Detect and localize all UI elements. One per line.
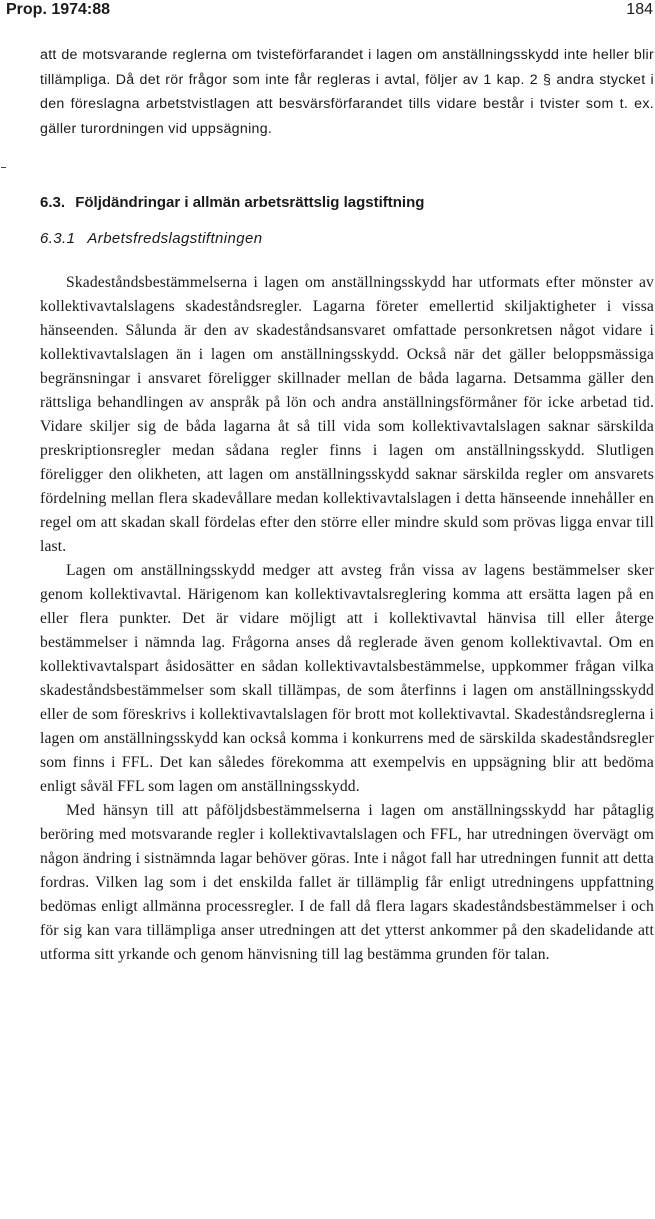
page-header bbox=[6, 0, 653, 26]
body-paragraph: Med hänsyn till att påföljdsbestämmelserna i lagen om anställningsskydd har påtaglig beröring med motsvarande regler i kollektivavtalslagen och FFL, har utredningen övervägt om någon ändring i sistnämnda lagar behöver göras. Inte i något fall har utredningen funnit att detta fordras. Vilken lag som i det enskilda fallet är tillämplig får enligt utredningens uppfattning bedömas enligt allmänna processregler. I de fall då flera lagars skadeståndsbestämmelser i och för sig kan vara tillämpliga anser utredningen att det ytterst ankommer på den skadelidande att utforma sitt yrkande och genom hänvisning till lag bestämma grunden för talan. bbox=[40, 802, 655, 963]
document-reference: Prop. 1974:88 bbox=[6, 1, 111, 18]
margin-mark bbox=[1, 167, 6, 168]
subsection-number: 6.3.1 bbox=[40, 230, 76, 247]
section-number: 6.3. bbox=[40, 194, 66, 211]
body-paragraph: Lagen om anställningsskydd medger att avsteg från vissa av lagens bestämmelser sker genom kollektivavtal. Härigenom kan kollektivavtalsreglering komma att ersätta lagen på en eller flera punkter. Det är vidare möjligt att i kollektivavtal hänvisa till eller återge bestämmelser i nämnda lag. Frågorna anses då reglerade även genom kollektivavtal. Om en kollektivavtalspart åsidosätter en sådan kollektivavtalsbestämmelse, uppkommer frågan vilka skadeståndsbestämmelser som skall tillämpas, de som återfinns i lagen om anställningsskydd eller de som föreskrivs i kollektivavtalslagen för brott mot kollektivavtal. Skadeståndsreglerna i lagen om anställningsskydd kan också komma i konkurrens med de särskilda skadeståndsregler som finns i FFL. Det kan således förekomma att exempelvis en uppsägning blir att bedöma enligt såväl FFL som lagen om anställningsskydd. bbox=[40, 562, 654, 795]
body-paragraph: Skadeståndsbestämmelserna i lagen om anställningsskydd har utformats efter mönster av kollektivavtalslagens skadeståndsregler. Lagarna företer emellertid skiljaktigheter i vissa hänseenden. Sålunda är den av skadeståndsansvaret omfattade personkretsen något vidare i kollektivavtalslagen än i lagen om anställningsskydd. Också när det gäller beloppsmässiga begränsningar i ansvaret föreligger skillnader mellan de båda lagarna. Detsamma gäller den rättsliga behandlingen av anspråk på lön och andra anställningsförmåner för icke arbetad tid. Vidare skiljer sig de båda lagarna åt så till vida som kollektivavtalslagen saknar särskilda preskriptionsregler medan sådana regler finns i lagen om anställningsskydd. Slutligen föreligger den olikheten, att lagen om anställningsskydd saknar särskilda regler om ansvarets fördelning mellan flera skadevållare medan kollektivavtalslagen i detta hänseende innehåller en regel om att skadan skall fördelas efter den större eller mindre skuld som prövas ligga envar till last. bbox=[40, 274, 654, 555]
section-title: Följdändringar i allmän arbetsrättslig lagstiftning bbox=[75, 194, 425, 211]
subsection-title: Arbetsfredslagstiftningen bbox=[87, 230, 263, 247]
section-heading bbox=[40, 191, 654, 215]
body-text bbox=[40, 271, 654, 967]
page-number: 184 bbox=[626, 1, 653, 18]
subsection-heading bbox=[40, 227, 654, 251]
intro-paragraph: att de motsvarande reglerna om tvisteförfarandet i lagen om anställningsskydd inte heller blir tillämpliga. Då det rör frågor som inte får regleras i avtal, följer av 1 kap. 2 § andra stycket i den föreslagna arbetstvistlagen att besvärsförfarandet tills vidare består i tvister som t. ex. gäller turordningen vid uppsägning. bbox=[40, 47, 654, 137]
page-body bbox=[40, 43, 654, 967]
